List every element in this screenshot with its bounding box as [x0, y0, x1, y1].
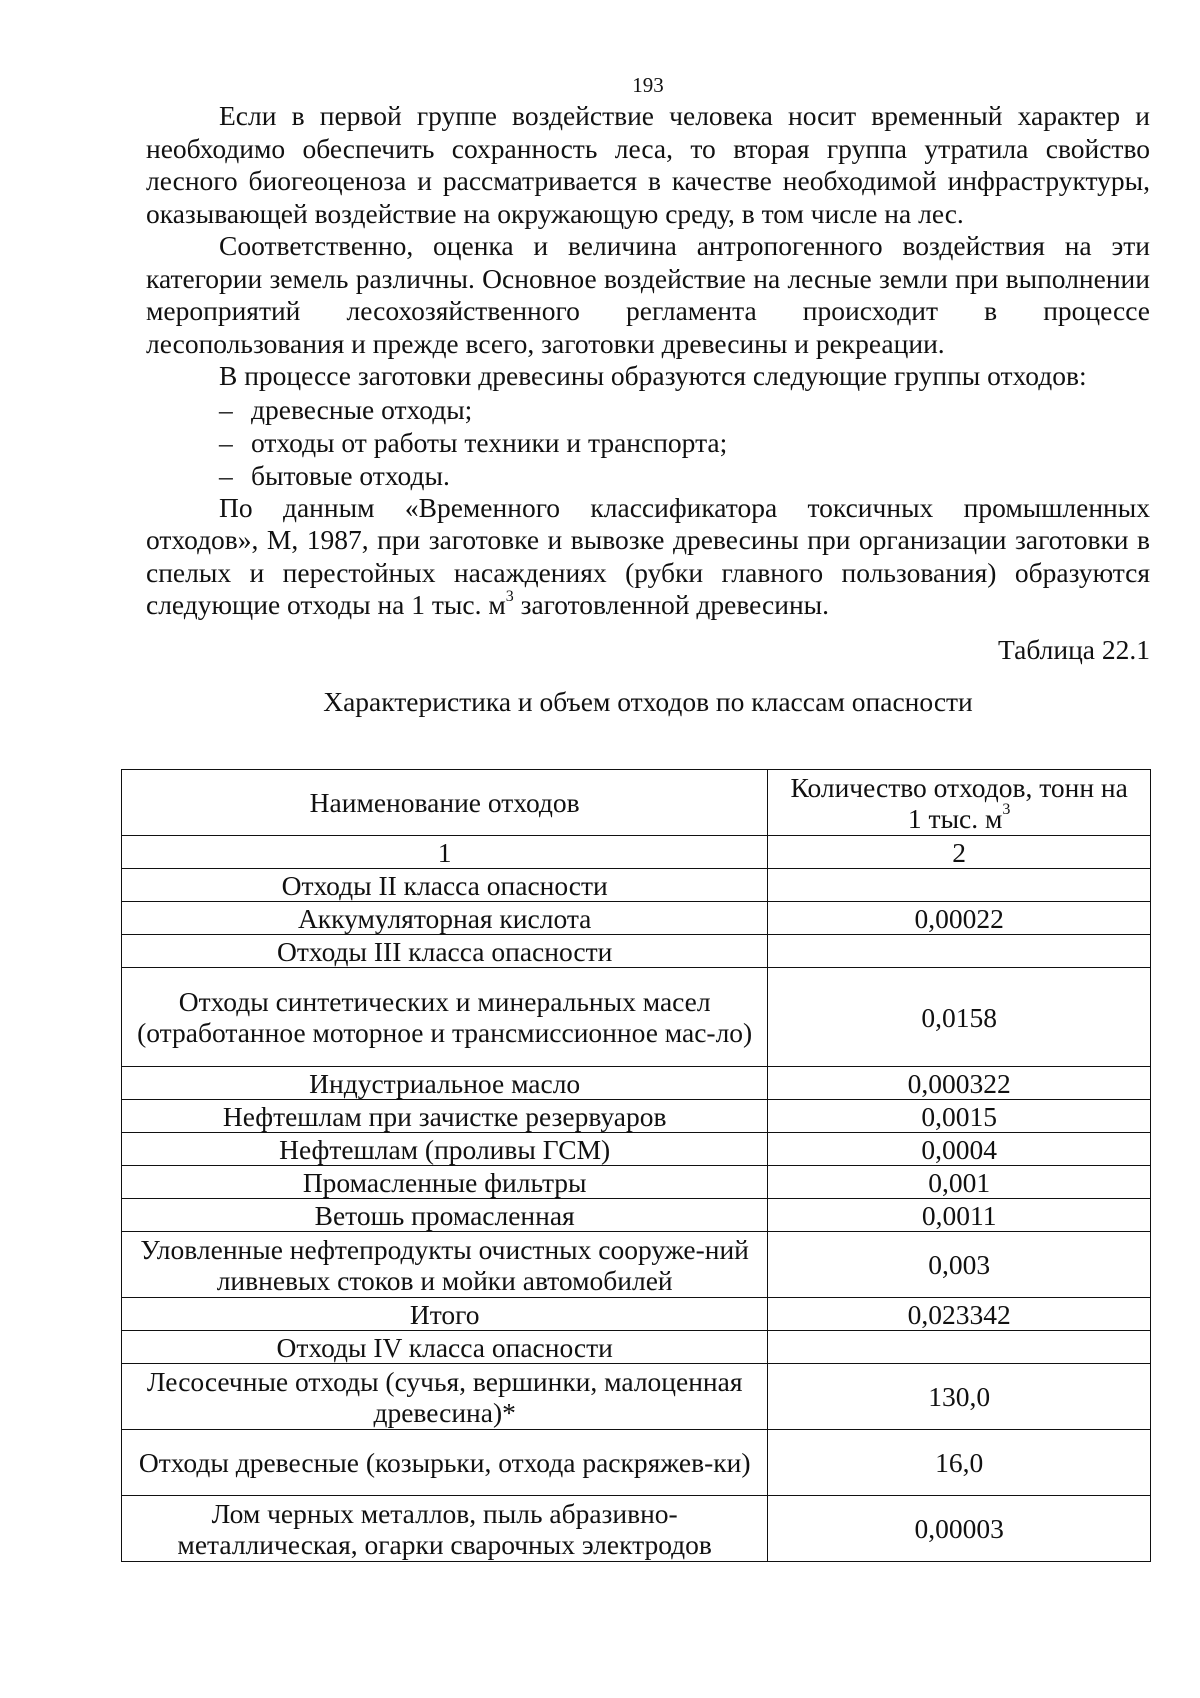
table-row [122, 1364, 1151, 1430]
waste-quantity [768, 1331, 1151, 1364]
list-item-text: древесные отходы; [251, 393, 473, 425]
list-dash: – [219, 393, 233, 425]
waste-quantity: 0,001 [768, 1166, 1151, 1199]
table-caption: Характеристика и объем отходов по классам опасности [323, 685, 973, 717]
table-row [122, 935, 1151, 968]
superscript: 3 [1002, 801, 1011, 819]
waste-quantity: 0,000322 [768, 1067, 1151, 1100]
waste-quantity: 0,00022 [768, 902, 1151, 935]
table-row [122, 1199, 1151, 1232]
waste-quantity [768, 869, 1151, 902]
table-row [122, 902, 1151, 935]
list-item [146, 459, 1150, 492]
waste-name: Лом черных металлов, пыль абразивно-металлическая, огарки сварочных электродов [122, 1496, 768, 1562]
waste-name: Нефтешлам при зачистке резервуаров [122, 1100, 768, 1133]
waste-name: Нефтешлам (проливы ГСМ) [122, 1133, 768, 1166]
list-item-text: бытовые отходы. [251, 459, 450, 491]
paragraph-4-text: По данным «Временного классификатора токсичных промышленных отходов», М, 1987, при заготовке и вывозке древесины при организации заготовки в спелых и перестойных насаждениях (рубки главного пользования) образуются следующие отходы на 1 тыс. м [146, 491, 1150, 620]
waste-name: Промасленные фильтры [122, 1166, 768, 1199]
waste-name: Уловленные нефтепродукты очистных сооруже-ний ливневых стоков и мойки автомобилей [122, 1232, 768, 1298]
table-header-name: Наименование отходов [122, 770, 768, 836]
table-row [122, 1166, 1151, 1199]
list-item [146, 426, 1150, 459]
paragraph-3: В процессе заготовки древесины образуются следующие группы отходов: [219, 360, 1087, 391]
waste-quantity: 16,0 [768, 1430, 1151, 1496]
waste-quantity: 0,023342 [768, 1298, 1151, 1331]
table-numbering-row [122, 836, 1151, 869]
superscript: 3 [505, 587, 514, 605]
paragraph-4 [146, 492, 1150, 622]
table-header-row [122, 770, 1151, 836]
paragraph-2: Соответственно, оценка и величина антропогенного воздействия на эти категории земель различны. Основное воздействие на лесные земли при выполнении мероприятий лесохозяйственного регламента происходит в процессе лесопользования и прежде всего, заготовки древесины и рекреации. [146, 230, 1150, 359]
waste-quantity: 0,00003 [768, 1496, 1151, 1562]
table-row [122, 869, 1151, 902]
waste-quantity: 0,0011 [768, 1199, 1151, 1232]
list-item-text: отходы от работы техники и транспорта; [251, 426, 728, 458]
paragraph-4-tail: заготовленной древесины. [513, 589, 830, 620]
waste-quantity: 0,003 [768, 1232, 1151, 1298]
column-number: 1 [122, 836, 768, 869]
waste-table [121, 769, 1151, 1562]
page-number: 193 [632, 73, 664, 97]
table-row [122, 1100, 1151, 1133]
table-row [122, 1331, 1151, 1364]
waste-quantity: 0,0015 [768, 1100, 1151, 1133]
document-page [146, 70, 1150, 732]
waste-quantity: 0,0004 [768, 1133, 1151, 1166]
list-dash: – [219, 459, 233, 491]
paragraph-1: Если в первой группе воздействие человека носит временный характер и необходимо обеспечить сохранность леса, то вторая группа утратила свойство лесного биогеоценоза и рассматривается в качестве необходимой инфраструктуры, оказывающей воздействие на окружающую среду, в том числе на лес. [146, 100, 1150, 229]
table-header-quantity [768, 770, 1151, 836]
table-row [122, 1067, 1151, 1100]
waste-name: Отходы III класса опасности [122, 935, 768, 968]
waste-name: Итого [122, 1298, 768, 1331]
list-dash: – [219, 426, 233, 458]
waste-quantity: 130,0 [768, 1364, 1151, 1430]
header-quantity-line1: Количество отходов, тонн на [790, 771, 1128, 803]
waste-quantity: 0,0158 [768, 968, 1151, 1067]
waste-name: Отходы II класса опасности [122, 869, 768, 902]
waste-name: Индустриальное масло [122, 1067, 768, 1100]
table-row [122, 968, 1151, 1067]
waste-name: Отходы синтетических и минеральных масел (отработанное моторное и трансмиссионное мас-ло) [122, 968, 768, 1067]
header-quantity-line2: 1 тыс. м [907, 802, 1003, 834]
table-row [122, 1133, 1151, 1166]
table-label: Таблица 22.1 [998, 633, 1150, 665]
waste-quantity [768, 935, 1151, 968]
table-row-total [122, 1298, 1151, 1331]
table-row [122, 1232, 1151, 1298]
table-row [122, 1496, 1151, 1562]
table-row [122, 1430, 1151, 1496]
waste-name: Отходы древесные (козырьки, отхода раскряжев-ки) [122, 1430, 768, 1496]
waste-group-list [146, 393, 1150, 492]
list-item [146, 393, 1150, 426]
column-number: 2 [768, 836, 1151, 869]
waste-name: Ветошь промасленная [122, 1199, 768, 1232]
waste-name: Лесосечные отходы (сучья, вершинки, малоценная древесина)* [122, 1364, 768, 1430]
waste-name: Отходы IV класса опасности [122, 1331, 768, 1364]
waste-name: Аккумуляторная кислота [122, 902, 768, 935]
